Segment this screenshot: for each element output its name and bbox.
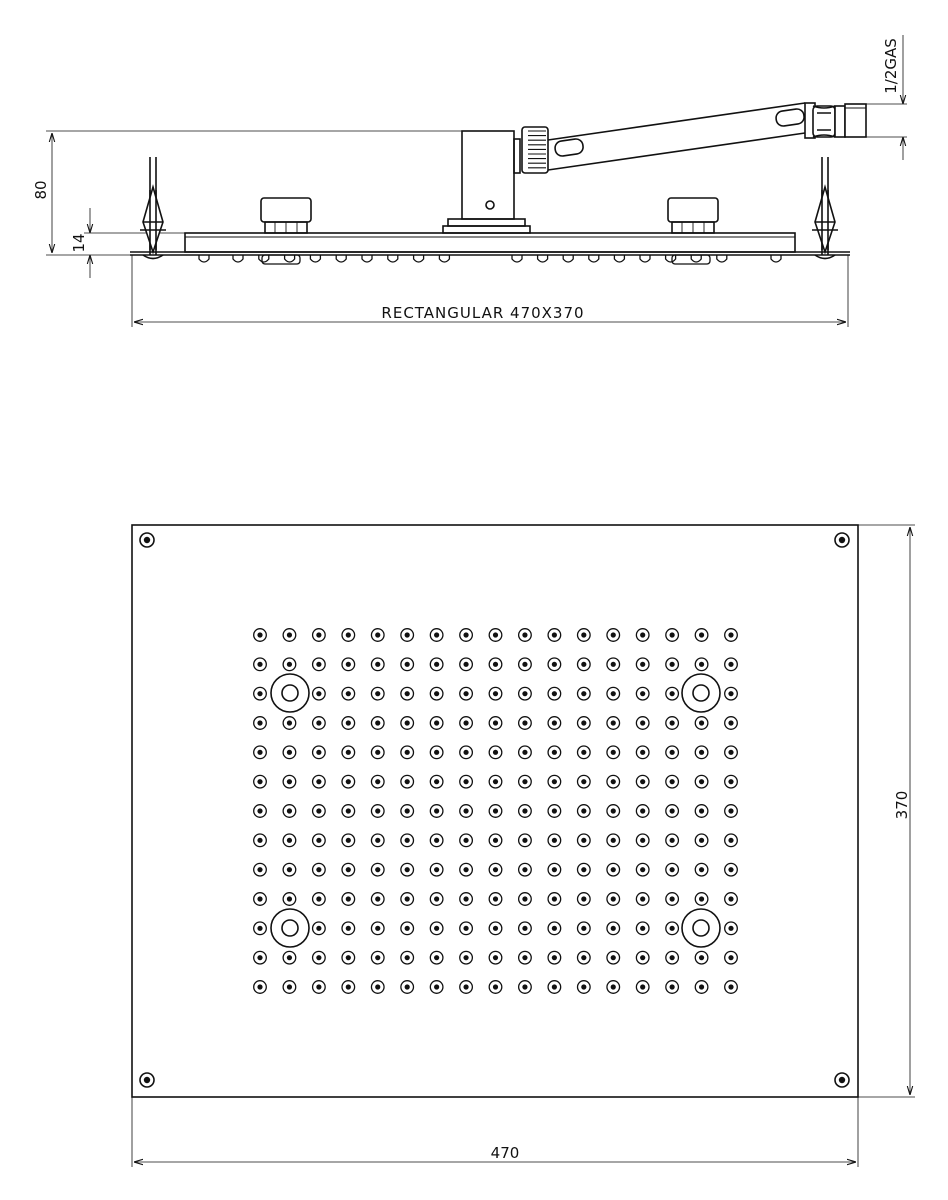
knob-right [668, 198, 718, 233]
led-lamp-top-left [271, 674, 309, 712]
side-nozzle [512, 255, 522, 262]
nozzle [725, 834, 738, 847]
nozzle [548, 629, 561, 642]
nozzle [460, 717, 473, 730]
knob-left [261, 198, 311, 233]
nozzle [636, 951, 649, 964]
connector-nut [813, 106, 835, 137]
height-dimension-label: 80 [32, 180, 50, 200]
nozzle [460, 746, 473, 759]
side-nozzle [233, 255, 243, 262]
threaded-inlet [845, 104, 866, 137]
side-nozzle [336, 255, 346, 262]
arm-top [548, 103, 805, 140]
nozzle [548, 834, 561, 847]
nozzle [666, 834, 679, 847]
nozzle [607, 834, 620, 847]
nozzle [371, 893, 384, 906]
nozzle [283, 717, 296, 730]
nozzle [342, 834, 355, 847]
nozzle [489, 981, 502, 994]
nozzle [578, 805, 591, 818]
nozzle [254, 775, 267, 788]
arm-bottom [548, 133, 805, 170]
nozzle [548, 981, 561, 994]
nozzle [519, 658, 532, 671]
nozzle [519, 951, 532, 964]
led-lamp-top-right [682, 674, 720, 712]
nozzle [578, 717, 591, 730]
nozzle [695, 775, 708, 788]
model-caption: RECTANGULAR 470X370 [381, 304, 585, 322]
mount-column [462, 131, 514, 219]
nozzle [695, 951, 708, 964]
nozzle-grid [254, 629, 738, 994]
nozzle [489, 922, 502, 935]
nozzle [460, 951, 473, 964]
nozzle [578, 746, 591, 759]
nozzle [430, 981, 443, 994]
nozzle [460, 805, 473, 818]
nozzle [636, 863, 649, 876]
nozzle [283, 658, 296, 671]
nozzle [666, 658, 679, 671]
nozzle [313, 922, 326, 935]
nozzle [342, 863, 355, 876]
nozzle [636, 981, 649, 994]
nozzle [460, 658, 473, 671]
nozzle [548, 746, 561, 759]
nozzle [636, 687, 649, 700]
nozzle [489, 717, 502, 730]
side-nozzles [199, 255, 781, 264]
nozzle [725, 717, 738, 730]
nozzle [695, 629, 708, 642]
nozzle [489, 863, 502, 876]
nozzle [313, 746, 326, 759]
nozzle [371, 717, 384, 730]
nozzle [283, 951, 296, 964]
nozzle [371, 687, 384, 700]
nozzle [313, 805, 326, 818]
nozzle [548, 658, 561, 671]
nozzle [666, 981, 679, 994]
nozzle [254, 863, 267, 876]
mount-collar [514, 139, 520, 173]
nozzle [254, 893, 267, 906]
nozzle [725, 687, 738, 700]
nozzle [254, 805, 267, 818]
nozzle [313, 629, 326, 642]
nozzle [666, 687, 679, 700]
nozzle [313, 893, 326, 906]
nozzle [636, 805, 649, 818]
nozzle [401, 951, 414, 964]
nozzle [725, 746, 738, 759]
corner-screw-bottom-right [835, 1073, 849, 1087]
nozzle [371, 834, 384, 847]
nozzle [666, 951, 679, 964]
nozzle [636, 834, 649, 847]
nozzle [607, 951, 620, 964]
side-nozzle [388, 255, 398, 262]
nozzle [489, 951, 502, 964]
nozzle [725, 981, 738, 994]
nozzle [695, 834, 708, 847]
nozzle [430, 687, 443, 700]
nozzle [578, 658, 591, 671]
nozzle [636, 893, 649, 906]
nozzle [254, 687, 267, 700]
nozzle [283, 834, 296, 847]
nozzle [578, 922, 591, 935]
nozzle [695, 717, 708, 730]
nozzle [666, 805, 679, 818]
nozzle [342, 893, 355, 906]
nozzle [607, 981, 620, 994]
nozzle [313, 834, 326, 847]
depth-dimension-label: 370 [893, 790, 911, 820]
nozzle [430, 775, 443, 788]
nozzle [430, 805, 443, 818]
side-nozzle [666, 255, 676, 262]
nozzle [254, 951, 267, 964]
nozzle [695, 658, 708, 671]
nozzle [254, 922, 267, 935]
nozzle [430, 834, 443, 847]
nozzle [342, 805, 355, 818]
nozzle [254, 717, 267, 730]
nozzle [636, 658, 649, 671]
side-nozzle [259, 255, 269, 262]
nozzle [342, 775, 355, 788]
nozzle [401, 893, 414, 906]
nozzle [695, 863, 708, 876]
nozzle [695, 805, 708, 818]
corner-screw-bottom-left [140, 1073, 154, 1087]
side-nozzle [563, 255, 573, 262]
inlet-thread-label: 1/2GAS [882, 38, 900, 94]
nozzle [725, 922, 738, 935]
nozzle [401, 629, 414, 642]
nozzle [548, 863, 561, 876]
width-dimension-label: 470 [490, 1144, 520, 1162]
nozzle [401, 834, 414, 847]
nozzle [519, 981, 532, 994]
nozzle [607, 629, 620, 642]
nozzle [460, 687, 473, 700]
nozzle [489, 746, 502, 759]
side-nozzle [771, 255, 781, 262]
nozzle [283, 805, 296, 818]
nozzle [430, 922, 443, 935]
nozzle [371, 951, 384, 964]
nozzle [725, 863, 738, 876]
nozzle [342, 951, 355, 964]
nozzle [371, 775, 384, 788]
nozzle [578, 893, 591, 906]
nozzle [342, 922, 355, 935]
nozzle [430, 951, 443, 964]
nozzle [430, 658, 443, 671]
nozzle [313, 687, 326, 700]
nozzle [607, 863, 620, 876]
nozzle [460, 775, 473, 788]
nozzle [636, 629, 649, 642]
ceiling-anchor-right [812, 157, 838, 259]
nozzle [548, 717, 561, 730]
nozzle [313, 951, 326, 964]
nozzle [283, 981, 296, 994]
nozzle [519, 687, 532, 700]
side-nozzle [362, 255, 372, 262]
nozzle [401, 687, 414, 700]
shower-body [185, 233, 795, 252]
nozzle [371, 746, 384, 759]
nozzle [342, 658, 355, 671]
nozzle [519, 717, 532, 730]
nozzle [401, 863, 414, 876]
side-nozzle [310, 255, 320, 262]
nozzle [342, 981, 355, 994]
mount-base [448, 219, 525, 226]
swivel-nut [522, 127, 548, 173]
nozzle [519, 746, 532, 759]
nozzle [548, 687, 561, 700]
nozzle [607, 805, 620, 818]
nozzle [313, 775, 326, 788]
nozzle [636, 775, 649, 788]
nozzle [489, 805, 502, 818]
nozzle [371, 629, 384, 642]
nozzle [254, 834, 267, 847]
nozzle [607, 717, 620, 730]
nozzle [666, 717, 679, 730]
nozzle [725, 893, 738, 906]
nozzle [254, 981, 267, 994]
nozzle [519, 893, 532, 906]
nozzle [636, 922, 649, 935]
nozzle [636, 717, 649, 730]
side-nozzle [538, 255, 548, 262]
nozzle [283, 863, 296, 876]
nozzle [430, 629, 443, 642]
nozzle [283, 746, 296, 759]
nozzle [578, 775, 591, 788]
side-nozzle [640, 255, 650, 262]
side-nozzle [199, 255, 209, 262]
mount-flange [443, 226, 530, 233]
side-nozzle [614, 255, 624, 262]
nozzle [695, 981, 708, 994]
nozzle [578, 951, 591, 964]
nozzle [578, 981, 591, 994]
nozzle [607, 922, 620, 935]
nozzle [371, 863, 384, 876]
ceiling-anchor-left [140, 157, 166, 259]
nozzle [578, 863, 591, 876]
nozzle [371, 922, 384, 935]
nozzle [460, 834, 473, 847]
corner-screw-top-left [140, 533, 154, 547]
nozzle [401, 775, 414, 788]
side-nozzle [414, 255, 424, 262]
nozzle [401, 658, 414, 671]
side-nozzle [285, 255, 295, 262]
nozzle [342, 717, 355, 730]
side-view [32, 35, 907, 327]
nozzle [666, 775, 679, 788]
nozzle [313, 717, 326, 730]
nozzle [342, 687, 355, 700]
nozzle [460, 893, 473, 906]
plate-dimension-label: 14 [70, 233, 88, 253]
nozzle [636, 746, 649, 759]
nozzle [519, 922, 532, 935]
nozzle [519, 805, 532, 818]
nozzle [342, 746, 355, 759]
nozzle [313, 981, 326, 994]
nozzle [460, 981, 473, 994]
nozzle [695, 746, 708, 759]
nozzle [725, 805, 738, 818]
nozzle [460, 863, 473, 876]
nozzle [548, 775, 561, 788]
side-nozzle [717, 255, 727, 262]
side-nozzle [691, 255, 701, 262]
nozzle [725, 951, 738, 964]
nozzle [371, 658, 384, 671]
nozzle [489, 629, 502, 642]
arm-slot-right [775, 108, 805, 127]
nozzle [607, 775, 620, 788]
nozzle [489, 893, 502, 906]
nozzle [725, 629, 738, 642]
nozzle [254, 658, 267, 671]
nozzle [607, 687, 620, 700]
nozzle [460, 629, 473, 642]
nozzle [489, 658, 502, 671]
nozzle [666, 893, 679, 906]
nozzle [401, 717, 414, 730]
nozzle [607, 746, 620, 759]
nozzle [371, 805, 384, 818]
side-nozzle [589, 255, 599, 262]
nozzle [489, 834, 502, 847]
nozzle [371, 981, 384, 994]
led-lamp-bottom-right [682, 909, 720, 947]
nozzle [489, 775, 502, 788]
top-view [132, 525, 915, 1167]
nozzle [519, 863, 532, 876]
nozzle [430, 717, 443, 730]
nozzle [666, 629, 679, 642]
nozzle [519, 775, 532, 788]
nozzle [254, 746, 267, 759]
nozzle [607, 658, 620, 671]
nozzle [430, 893, 443, 906]
nozzle [313, 658, 326, 671]
nozzle [254, 629, 267, 642]
arm-slot-left [554, 138, 584, 157]
nozzle [666, 922, 679, 935]
nozzle [313, 863, 326, 876]
nozzle [342, 629, 355, 642]
nozzle [578, 687, 591, 700]
corner-screw-top-right [835, 533, 849, 547]
nozzle [401, 981, 414, 994]
led-lamp-bottom-left [271, 909, 309, 947]
nozzle [725, 775, 738, 788]
nozzle [725, 658, 738, 671]
nozzle [283, 893, 296, 906]
connector-hex [835, 106, 845, 137]
nozzle [578, 834, 591, 847]
nozzle [548, 805, 561, 818]
nozzle [401, 805, 414, 818]
nozzle [283, 629, 296, 642]
nozzle [283, 775, 296, 788]
nozzle [430, 863, 443, 876]
nozzle [489, 687, 502, 700]
nozzle [401, 922, 414, 935]
nozzle [519, 629, 532, 642]
mount-hole [486, 201, 494, 209]
side-nozzle [439, 255, 449, 262]
nozzle [548, 951, 561, 964]
nozzle [548, 893, 561, 906]
nozzle [666, 863, 679, 876]
nozzle [548, 922, 561, 935]
nozzle [666, 746, 679, 759]
nozzle [460, 922, 473, 935]
nozzle [607, 893, 620, 906]
nozzle [430, 746, 443, 759]
nozzle [695, 893, 708, 906]
nozzle [401, 746, 414, 759]
nozzle [578, 629, 591, 642]
nozzle [519, 834, 532, 847]
